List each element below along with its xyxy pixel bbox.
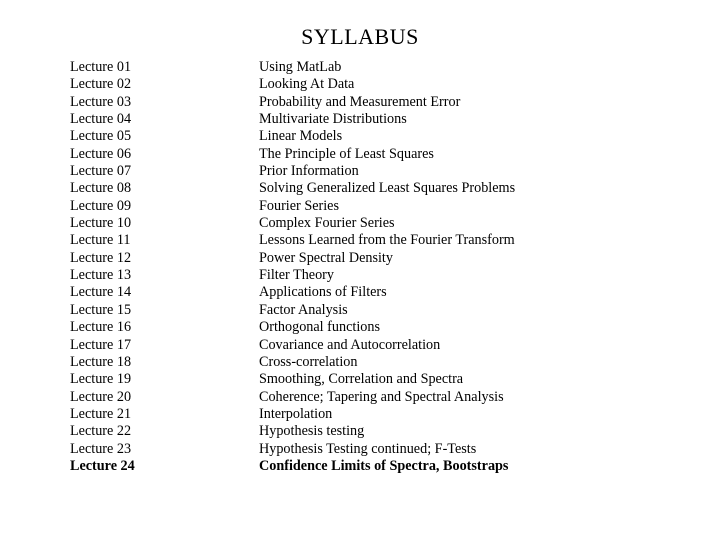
lecture-row [70, 250, 579, 267]
lecture-number: Lecture 07 [70, 163, 132, 180]
lecture-topic: Complex Fourier Series [259, 215, 395, 232]
lecture-topic: Orthogonal functions [259, 319, 380, 336]
lecture-number: Lecture 17 [70, 336, 132, 353]
lecture-topic: Fourier Series [259, 197, 339, 214]
lecture-topic: Cross-correlation [259, 353, 358, 370]
lecture-row [70, 146, 579, 163]
lecture-number: Lecture 12 [70, 249, 132, 266]
lecture-number: Lecture 08 [70, 180, 132, 197]
lecture-row [70, 389, 579, 406]
lecture-row [70, 354, 579, 371]
lecture-row [70, 458, 579, 475]
lecture-row [70, 180, 579, 197]
lecture-number: Lecture 21 [70, 405, 132, 422]
lecture-row [70, 423, 579, 440]
lecture-number: Lecture 23 [70, 440, 132, 457]
lecture-topic: Linear Models [259, 128, 343, 145]
lecture-row [70, 163, 579, 180]
lecture-number: Lecture 09 [70, 197, 132, 214]
lecture-topic: Power Spectral Density [259, 249, 393, 266]
lecture-row [70, 232, 579, 249]
lecture-number: Lecture 04 [70, 111, 132, 128]
lecture-row [70, 319, 579, 336]
lecture-row [70, 94, 579, 111]
lecture-topic: The Principle of Least Squares [259, 145, 434, 162]
lecture-number: Lecture 02 [70, 76, 132, 93]
lecture-row [70, 441, 579, 458]
lecture-row [70, 128, 579, 145]
lecture-topic: Confidence Limits of Spectra, Bootstraps [259, 457, 509, 474]
lecture-row [70, 406, 579, 423]
lecture-topic: Applications of Filters [259, 284, 387, 301]
lecture-number: Lecture 24 [70, 457, 135, 474]
lecture-topic: Filter Theory [259, 267, 334, 284]
lecture-number: Lecture 20 [70, 388, 132, 405]
lecture-topic: Smoothing, Correlation and Spectra [259, 371, 464, 388]
lecture-row [70, 284, 579, 301]
lecture-topic: Prior Information [259, 163, 359, 180]
lecture-number: Lecture 18 [70, 353, 132, 370]
lecture-topic: Probability and Measurement Error [259, 93, 461, 110]
lecture-row [70, 371, 579, 388]
lecture-row [70, 302, 579, 319]
lecture-number: Lecture 13 [70, 267, 132, 284]
lecture-number: Lecture 01 [70, 59, 132, 75]
lecture-row [70, 198, 579, 215]
lecture-number: Lecture 11 [70, 232, 131, 249]
lecture-number: Lecture 15 [70, 301, 132, 318]
lecture-topic: Covariance and Autocorrelation [259, 336, 441, 353]
lecture-number: Lecture 05 [70, 128, 132, 145]
lecture-row [70, 111, 579, 128]
lecture-topic: Multivariate Distributions [259, 111, 407, 128]
lecture-topic: Solving Generalized Least Squares Problems [259, 180, 516, 197]
page-title: SYLLABUS [301, 24, 419, 49]
lecture-topic: Factor Analysis [259, 301, 348, 318]
syllabus-table [70, 59, 579, 475]
lecture-number: Lecture 03 [70, 93, 132, 110]
lecture-number: Lecture 06 [70, 145, 132, 162]
lecture-number: Lecture 14 [70, 284, 132, 301]
lecture-topic: Looking At Data [259, 76, 355, 93]
lecture-topic: Using MatLab [259, 59, 342, 75]
lecture-topic: Interpolation [259, 405, 333, 422]
lecture-topic: Coherence; Tapering and Spectral Analysis [259, 388, 504, 405]
lecture-topic: Hypothesis Testing continued; F-Tests [259, 440, 477, 457]
lecture-number: Lecture 16 [70, 319, 132, 336]
lecture-row [70, 337, 579, 354]
lecture-row [70, 76, 579, 93]
lecture-topic: Hypothesis testing [259, 423, 365, 440]
lecture-number: Lecture 10 [70, 215, 132, 232]
lecture-row [70, 59, 579, 76]
lecture-number: Lecture 22 [70, 423, 132, 440]
lecture-row [70, 215, 579, 232]
lecture-row [70, 267, 579, 284]
lecture-topic: Lessons Learned from the Fourier Transform [259, 232, 515, 249]
lecture-number: Lecture 19 [70, 371, 132, 388]
